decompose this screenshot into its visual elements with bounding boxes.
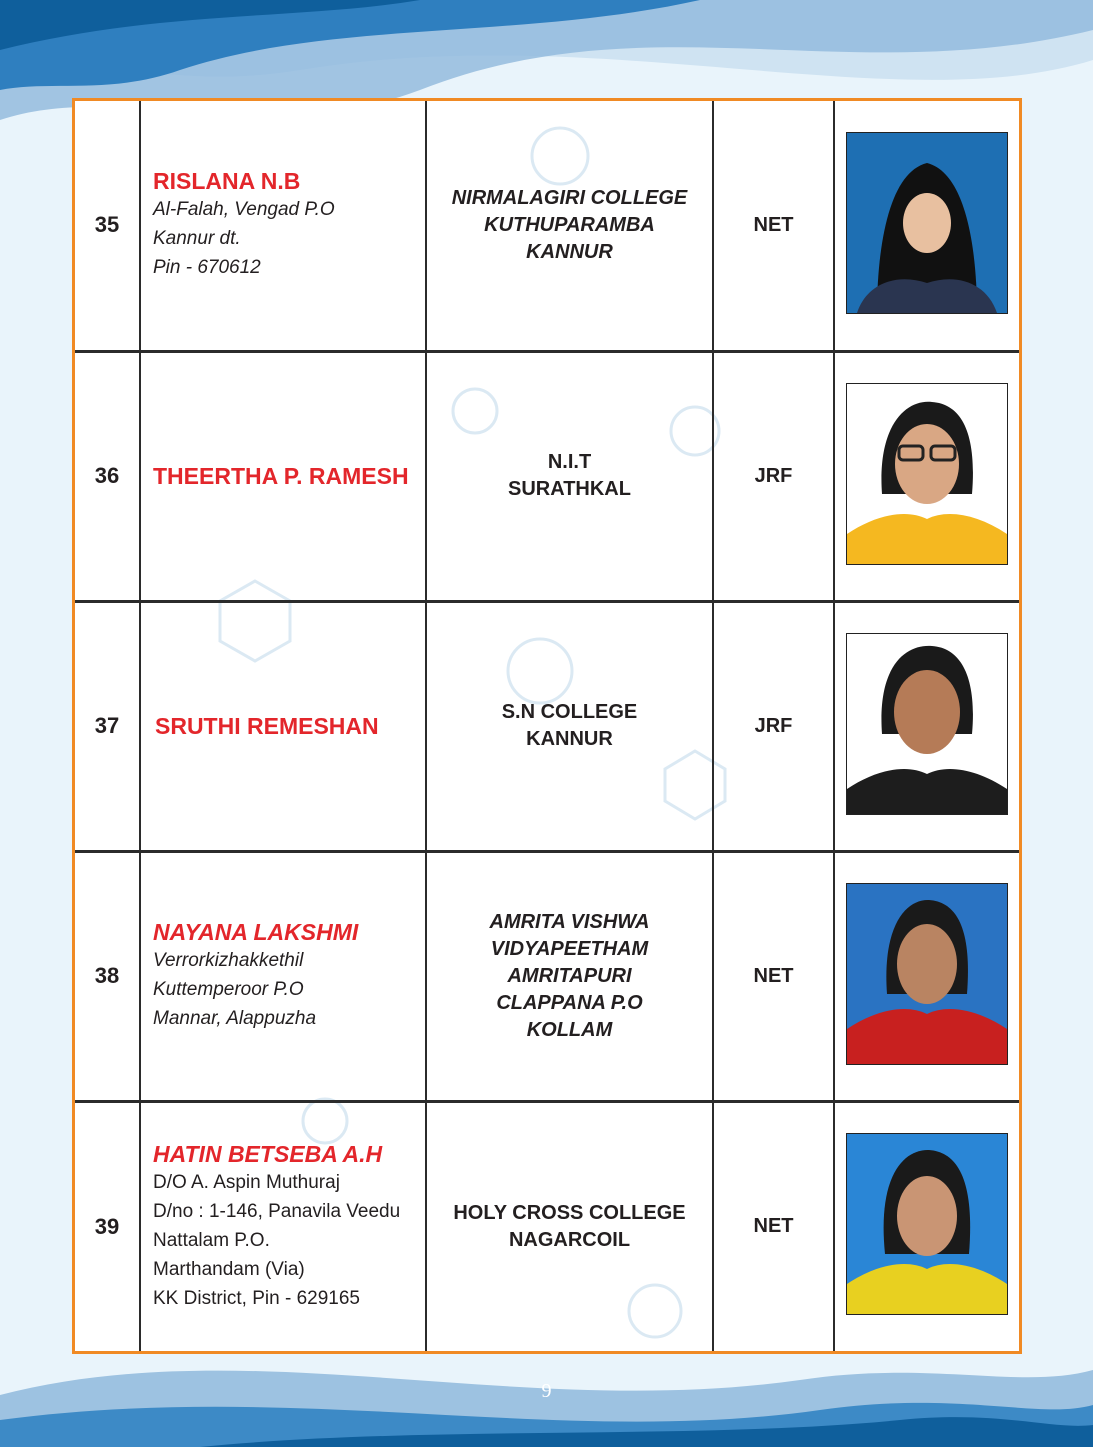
institution-line: AMRITA VISHWA xyxy=(489,910,650,933)
institution-line: HOLY CROSS COLLEGE xyxy=(453,1201,686,1224)
institution-cell xyxy=(426,601,713,851)
table-row xyxy=(75,351,1019,601)
photo-cell xyxy=(834,351,1019,601)
exam-cell: NET xyxy=(713,1101,834,1351)
exam-cell: JRF xyxy=(713,601,834,851)
institution-line: VIDYAPEETHAM xyxy=(490,937,649,960)
address-line: Marthandam (Via) xyxy=(153,1258,305,1280)
candidate-cell xyxy=(140,851,426,1101)
results-table xyxy=(75,101,1019,1351)
exam-cell: JRF xyxy=(713,351,834,601)
photo-cell xyxy=(834,851,1019,1101)
photo-cell xyxy=(834,1101,1019,1351)
address-line: KK District, Pin - 629165 xyxy=(153,1287,360,1309)
institution-line: KUTHUPARAMBA xyxy=(484,213,655,236)
address-line: Al-Falah, Vengad P.O xyxy=(153,199,335,221)
table-row xyxy=(75,1101,1019,1351)
address-line: D/O A. Aspin Muthuraj xyxy=(153,1171,340,1193)
serial-number: 39 xyxy=(75,1101,140,1351)
page-number: 9 xyxy=(541,1380,552,1402)
serial-number: 35 xyxy=(94,212,120,238)
candidate-name: NAYANA LAKSHMI xyxy=(153,919,359,945)
institution-cell xyxy=(426,851,713,1101)
table-row xyxy=(75,101,1019,351)
candidate-cell xyxy=(140,351,426,601)
photo-cell xyxy=(834,601,1019,851)
candidate-name: THEERTHA P. RAMESH xyxy=(153,462,409,489)
candidate-photo xyxy=(846,1133,1008,1315)
exam-cell: NET xyxy=(713,851,834,1101)
institution-cell xyxy=(426,101,713,351)
candidate-photo xyxy=(846,383,1008,565)
candidate-name: SRUTHI REMESHAN xyxy=(155,712,379,739)
institution-line: KANNUR xyxy=(526,240,613,263)
address-line: Pin - 670612 xyxy=(153,257,261,279)
table-row xyxy=(75,851,1019,1101)
institution-line: KOLLAM xyxy=(526,1018,613,1041)
institution-line: NIRMALAGIRI COLLEGE xyxy=(451,186,688,209)
institution-line: KANNUR xyxy=(526,728,613,750)
candidate-name: RISLANA N.B xyxy=(153,168,301,195)
institution-line: CLAPPANA P.O xyxy=(496,991,643,1014)
candidate-cell xyxy=(140,101,426,351)
table-row xyxy=(75,601,1019,851)
address-line: Mannar, Alappuzha xyxy=(153,1008,317,1029)
institution-cell xyxy=(426,351,713,601)
institution-line: SURATHKAL xyxy=(508,478,631,500)
institution-line: N.I.T xyxy=(547,451,592,473)
address-line: Kuttemperoor P.O xyxy=(153,979,304,1000)
candidate-cell xyxy=(140,601,426,851)
candidate-photo xyxy=(846,132,1008,314)
institution-line: NAGARCOIL xyxy=(508,1228,631,1251)
serial-number: 37 xyxy=(75,601,140,851)
serial-number: 36 xyxy=(75,351,140,601)
results-table-frame xyxy=(72,98,1022,1354)
institution-line: AMRITAPURI xyxy=(507,964,632,987)
candidate-name: HATIN BETSEBA A.H xyxy=(153,1140,383,1167)
address-line: Kannur dt. xyxy=(153,228,241,250)
serial-number: 38 xyxy=(75,851,140,1101)
institution-cell xyxy=(426,1101,713,1351)
institution-line: S.N COLLEGE xyxy=(501,701,638,723)
candidate-photo xyxy=(846,633,1008,815)
exam-cell: NET xyxy=(713,101,834,351)
address-line: Nattalam P.O. xyxy=(153,1229,270,1251)
candidate-cell xyxy=(140,1101,426,1351)
candidate-photo xyxy=(846,883,1008,1065)
address-line: Verrorkizhakkethil xyxy=(153,950,304,971)
address-line: D/no : 1-146, Panavila Veedu xyxy=(153,1200,401,1222)
photo-cell xyxy=(834,101,1019,351)
